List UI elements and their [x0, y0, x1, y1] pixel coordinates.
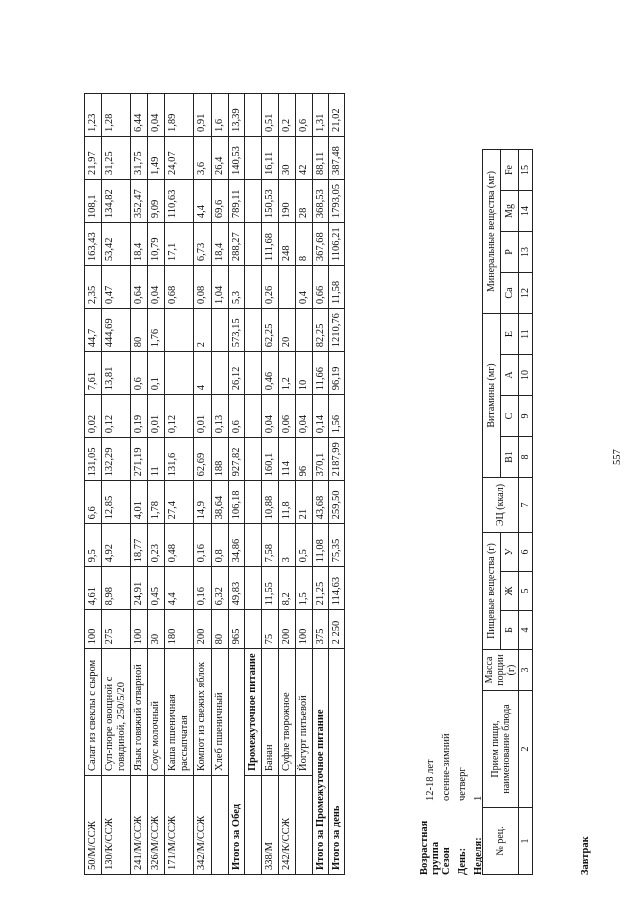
portion-mass: 80 — [211, 610, 228, 649]
value-cell: 10,88 — [261, 481, 278, 524]
value-cell: 31,25 — [102, 136, 131, 179]
col-e: Е — [501, 314, 519, 355]
value-cell: 8 — [295, 223, 312, 266]
value-cell: 31,75 — [131, 136, 148, 179]
value-cell: 9,09 — [148, 179, 165, 222]
value-cell: 444,69 — [102, 309, 131, 352]
value-cell: 1,89 — [165, 93, 194, 136]
value-cell: 96,19 — [328, 352, 344, 395]
header-table — [482, 149, 533, 875]
age-value: 12-18 лет — [424, 759, 436, 801]
value-cell: 7,58 — [261, 524, 278, 567]
value-cell: 1,28 — [102, 93, 131, 136]
portion-mass: 2 250 — [328, 610, 344, 649]
value-cell: 21,25 — [312, 567, 328, 610]
value-cell: 4 — [194, 352, 211, 395]
value-cell: 110,63 — [165, 179, 194, 222]
value-cell: 80 — [131, 309, 148, 352]
value-cell: 1,31 — [312, 93, 328, 136]
value-cell: 0,46 — [261, 352, 278, 395]
value-cell: 11,58 — [328, 266, 344, 309]
dish-name: Соус молочный — [148, 649, 165, 776]
value-cell: 131,05 — [85, 438, 102, 481]
value-cell: 150,53 — [261, 179, 278, 222]
dish-name: Банан — [261, 649, 278, 776]
column-number: 11 — [519, 314, 533, 355]
value-cell: 7,61 — [85, 352, 102, 395]
value-cell: 30 — [278, 136, 295, 179]
value-cell: 13,39 — [228, 93, 244, 136]
recipe-code — [244, 776, 261, 875]
value-cell: 114 — [278, 438, 295, 481]
value-cell: 11 — [148, 438, 165, 481]
value-cell: 0,91 — [194, 93, 211, 136]
dish-name: Йогурт питьевой — [295, 649, 312, 776]
value-cell: 0,01 — [148, 395, 165, 438]
table-row — [312, 93, 328, 874]
value-cell — [278, 266, 295, 309]
value-cell — [244, 352, 261, 395]
value-cell: 1106,21 — [328, 223, 344, 266]
value-cell: 1,76 — [148, 309, 165, 352]
value-cell: 27,4 — [165, 481, 194, 524]
value-cell: 0,13 — [211, 395, 228, 438]
col-recipe-no: № рец. — [483, 808, 519, 875]
column-number: 4 — [519, 611, 533, 650]
total-label: Итого за Промежуточное питание — [312, 649, 328, 875]
value-cell: 3,6 — [194, 136, 211, 179]
value-cell: 573,15 — [228, 309, 244, 352]
season-value: осенне-зимний — [440, 733, 452, 801]
value-cell: 0,6 — [295, 93, 312, 136]
portion-mass: 180 — [165, 610, 194, 649]
recipe-code: 241/М/ССЖ — [131, 776, 148, 875]
value-cell: 4,01 — [131, 481, 148, 524]
value-cell: 4,4 — [165, 567, 194, 610]
value-cell: 0,04 — [261, 395, 278, 438]
table-row — [328, 93, 344, 874]
col-energy: ЭЦ (ккал) — [483, 478, 519, 533]
value-cell — [211, 309, 228, 352]
section-title: Промежуточное питание — [244, 649, 261, 776]
season-label: Сезон — [440, 847, 452, 875]
value-cell: 4,92 — [102, 524, 131, 567]
value-cell — [244, 136, 261, 179]
column-number: 15 — [519, 150, 533, 191]
table-row — [244, 93, 261, 874]
column-number: 9 — [519, 396, 533, 437]
value-cell: 370,1 — [312, 438, 328, 481]
value-cell: 0,16 — [194, 524, 211, 567]
value-cell: 1,5 — [295, 567, 312, 610]
age-label: Возрастная группа — [419, 820, 441, 875]
value-cell: 0,19 — [131, 395, 148, 438]
value-cell: 11,08 — [312, 524, 328, 567]
value-cell: 6,6 — [85, 481, 102, 524]
value-cell: 18,77 — [131, 524, 148, 567]
value-cell — [244, 524, 261, 567]
value-cell: 38,64 — [211, 481, 228, 524]
recipe-code — [211, 776, 228, 875]
recipe-code: 326/М/ССЖ — [148, 776, 165, 875]
value-cell: 0,04 — [148, 266, 165, 309]
value-cell: 16,11 — [261, 136, 278, 179]
value-cell: 11,8 — [278, 481, 295, 524]
column-number: 5 — [519, 572, 533, 611]
table-row — [102, 93, 131, 874]
value-cell: 1,6 — [211, 93, 228, 136]
recipe-code: 242/К/ССЖ — [278, 776, 295, 875]
value-cell: 0,47 — [102, 266, 131, 309]
menu-table — [84, 93, 345, 875]
recipe-code: 130/К/ССЖ — [102, 776, 131, 875]
age-row — [419, 733, 441, 875]
value-cell: 4,4 — [194, 179, 211, 222]
value-cell: 0,12 — [102, 395, 131, 438]
value-cell: 927,82 — [228, 438, 244, 481]
value-cell: 2187,99 — [328, 438, 344, 481]
value-cell: 0,06 — [278, 395, 295, 438]
column-number: 8 — [519, 437, 533, 478]
col-mass: Масса порции (г) — [483, 650, 519, 691]
value-cell: 0,51 — [261, 93, 278, 136]
value-cell — [244, 395, 261, 438]
value-cell: 0,26 — [261, 266, 278, 309]
value-cell: 1,49 — [148, 136, 165, 179]
info-block — [419, 733, 486, 875]
dish-name: Каша пшеничная рассыпчатая — [165, 649, 194, 776]
value-cell: 26,4 — [211, 136, 228, 179]
value-cell: 132,29 — [102, 438, 131, 481]
recipe-code: 171/М/ССЖ — [165, 776, 194, 875]
table-row — [261, 93, 278, 874]
week-label: Неделя: — [472, 837, 484, 875]
dish-name: Суфле творожное — [278, 649, 295, 776]
season-row — [438, 733, 454, 875]
value-cell: 82,25 — [312, 309, 328, 352]
column-number: 14 — [519, 191, 533, 232]
value-cell: 111,68 — [261, 223, 278, 266]
value-cell: 0,64 — [131, 266, 148, 309]
portion-mass: 30 — [148, 610, 165, 649]
value-cell: 44,7 — [85, 309, 102, 352]
portion-mass: 100 — [295, 610, 312, 649]
recipe-code: 342/М/ССЖ — [194, 776, 211, 875]
value-cell: 0,12 — [165, 395, 194, 438]
value-cell: 26,12 — [228, 352, 244, 395]
value-cell: 0,6 — [131, 352, 148, 395]
recipe-code: 50/М/ССЖ — [85, 776, 102, 875]
value-cell: 1,2 — [278, 352, 295, 395]
dish-name: Суп-пюре овощной с говядиной, 250/5/20 — [102, 649, 131, 776]
value-cell: 20 — [278, 309, 295, 352]
table-row — [211, 93, 228, 874]
col-fe: Fe — [501, 150, 519, 191]
value-cell: 62,25 — [261, 309, 278, 352]
col-b1: В1 — [501, 437, 519, 478]
value-cell — [244, 567, 261, 610]
value-cell: 131,6 — [165, 438, 194, 481]
value-cell: 2 — [194, 309, 211, 352]
value-cell: 0,1 — [148, 352, 165, 395]
value-cell: 24,91 — [131, 567, 148, 610]
value-cell: 0,2 — [278, 93, 295, 136]
value-cell: 1,56 — [328, 395, 344, 438]
dish-name: Язык говяжий отварной — [131, 649, 148, 776]
col-ca: Са — [501, 273, 519, 314]
value-cell: 367,68 — [312, 223, 328, 266]
portion-mass: 200 — [278, 610, 295, 649]
value-cell — [244, 309, 261, 352]
value-cell: 24,07 — [165, 136, 194, 179]
column-number: 3 — [519, 650, 533, 691]
value-cell: 0,14 — [312, 395, 328, 438]
portion-mass: 75 — [261, 610, 278, 649]
column-number: 7 — [519, 478, 533, 533]
week-value: 1 — [472, 795, 484, 801]
value-cell: 8,2 — [278, 567, 295, 610]
value-cell — [244, 179, 261, 222]
value-cell: 42 — [295, 136, 312, 179]
value-cell: 5,3 — [228, 266, 244, 309]
value-cell: 12,85 — [102, 481, 131, 524]
portion-mass — [244, 610, 261, 649]
value-cell: 0,48 — [165, 524, 194, 567]
value-cell: 1793,05 — [328, 179, 344, 222]
breakfast-label: Завтрак — [580, 836, 591, 875]
value-cell: 21,97 — [85, 136, 102, 179]
value-cell: 0,23 — [148, 524, 165, 567]
value-cell: 17,1 — [165, 223, 194, 266]
value-cell: 14,9 — [194, 481, 211, 524]
value-cell: 134,82 — [102, 179, 131, 222]
table-row — [85, 93, 102, 874]
portion-mass: 375 — [312, 610, 328, 649]
col-vitamins: Витамины (мг) — [483, 314, 501, 478]
value-cell: 140,53 — [228, 136, 244, 179]
value-cell: 190 — [278, 179, 295, 222]
value-cell: 3 — [278, 524, 295, 567]
total-label: Итого за день — [328, 649, 344, 875]
value-cell: 0,45 — [148, 567, 165, 610]
value-cell — [244, 266, 261, 309]
value-cell: 8,98 — [102, 567, 131, 610]
page-number: 557 — [612, 449, 623, 465]
portion-mass: 100 — [85, 610, 102, 649]
col-p: Р — [501, 232, 519, 273]
column-number: 13 — [519, 232, 533, 273]
value-cell: 69,6 — [211, 179, 228, 222]
value-cell — [244, 481, 261, 524]
value-cell: 75,35 — [328, 524, 344, 567]
value-cell: 0,68 — [165, 266, 194, 309]
value-cell: 106,18 — [228, 481, 244, 524]
value-cell: 6,32 — [211, 567, 228, 610]
portion-mass: 100 — [131, 610, 148, 649]
column-number: 2 — [519, 691, 533, 808]
value-cell: 53,42 — [102, 223, 131, 266]
table-row — [165, 93, 194, 874]
value-cell: 0,08 — [194, 266, 211, 309]
value-cell: 1,78 — [148, 481, 165, 524]
value-cell: 368,53 — [312, 179, 328, 222]
value-cell: 0,04 — [295, 395, 312, 438]
table-row — [278, 93, 295, 874]
value-cell: 188 — [211, 438, 228, 481]
value-cell: 387,48 — [328, 136, 344, 179]
value-cell: 88,11 — [312, 136, 328, 179]
value-cell: 11,66 — [312, 352, 328, 395]
value-cell: 18,4 — [211, 223, 228, 266]
value-cell: 0,66 — [312, 266, 328, 309]
day-label: День: — [456, 847, 468, 875]
value-cell: 4,61 — [85, 567, 102, 610]
value-cell: 34,86 — [228, 524, 244, 567]
value-cell: 1,23 — [85, 93, 102, 136]
value-cell: 0,16 — [194, 567, 211, 610]
value-cell: 288,27 — [228, 223, 244, 266]
value-cell — [244, 93, 261, 136]
value-cell: 271,19 — [131, 438, 148, 481]
value-cell: 21,02 — [328, 93, 344, 136]
recipe-code: 338/М — [261, 776, 278, 875]
value-cell: 0,01 — [194, 395, 211, 438]
dish-name: Компот из свежих яблок — [194, 649, 211, 776]
col-u: У — [501, 533, 519, 572]
value-cell: 21 — [295, 481, 312, 524]
table-row — [131, 93, 148, 874]
portion-mass: 275 — [102, 610, 131, 649]
value-cell — [244, 223, 261, 266]
total-label: Итого за Обед — [228, 649, 244, 875]
value-cell: 0,6 — [228, 395, 244, 438]
table-row — [228, 93, 244, 874]
table-row — [295, 93, 312, 874]
recipe-code — [295, 776, 312, 875]
column-number: 1 — [519, 808, 533, 875]
col-nutrients: Пищевые вещества (г) — [483, 533, 501, 650]
col-a: А — [501, 355, 519, 396]
value-cell: 0,04 — [148, 93, 165, 136]
value-cell: 1,04 — [211, 266, 228, 309]
menu-table-body — [85, 93, 345, 874]
value-cell: 49,83 — [228, 567, 244, 610]
value-cell: 18,4 — [131, 223, 148, 266]
value-cell: 163,43 — [85, 223, 102, 266]
value-cell: 13,81 — [102, 352, 131, 395]
col-mg: Mg — [501, 191, 519, 232]
value-cell: 10,79 — [148, 223, 165, 266]
day-value: четверг — [456, 767, 468, 801]
col-meal-name: Прием пищи, наименование блюда — [483, 691, 519, 808]
col-zh: Ж — [501, 572, 519, 611]
portion-mass: 200 — [194, 610, 211, 649]
column-number: 12 — [519, 273, 533, 314]
value-cell: 11,55 — [261, 567, 278, 610]
col-b: Б — [501, 611, 519, 650]
value-cell: 43,68 — [312, 481, 328, 524]
value-cell: 2,35 — [85, 266, 102, 309]
value-cell: 0,8 — [211, 524, 228, 567]
value-cell — [295, 309, 312, 352]
value-cell: 114,63 — [328, 567, 344, 610]
value-cell: 108,1 — [85, 179, 102, 222]
value-cell: 62,69 — [194, 438, 211, 481]
value-cell: 259,50 — [328, 481, 344, 524]
col-minerals: Минеральные вещества (мг) — [483, 150, 501, 314]
day-row — [454, 733, 470, 875]
column-number: 10 — [519, 355, 533, 396]
value-cell: 9,5 — [85, 524, 102, 567]
value-cell: 28 — [295, 179, 312, 222]
col-c: С — [501, 396, 519, 437]
value-cell — [244, 438, 261, 481]
dish-name: Хлеб пшеничный — [211, 649, 228, 776]
value-cell: 10 — [295, 352, 312, 395]
value-cell: 160,1 — [261, 438, 278, 481]
dish-name: Салат из свеклы с сыром — [85, 649, 102, 776]
value-cell: 248 — [278, 223, 295, 266]
value-cell: 1210,76 — [328, 309, 344, 352]
value-cell: 352,47 — [131, 179, 148, 222]
value-cell: 6,73 — [194, 223, 211, 266]
value-cell: 0,4 — [295, 266, 312, 309]
value-cell — [165, 352, 194, 395]
column-number: 6 — [519, 533, 533, 572]
value-cell: 96 — [295, 438, 312, 481]
value-cell: 789,11 — [228, 179, 244, 222]
value-cell: 0,02 — [85, 395, 102, 438]
portion-mass: 965 — [228, 610, 244, 649]
value-cell — [165, 309, 194, 352]
value-cell: 0,5 — [295, 524, 312, 567]
value-cell — [211, 352, 228, 395]
column-number-row — [519, 150, 533, 875]
value-cell: 6,44 — [131, 93, 148, 136]
table-row — [148, 93, 165, 874]
table-row — [194, 93, 211, 874]
